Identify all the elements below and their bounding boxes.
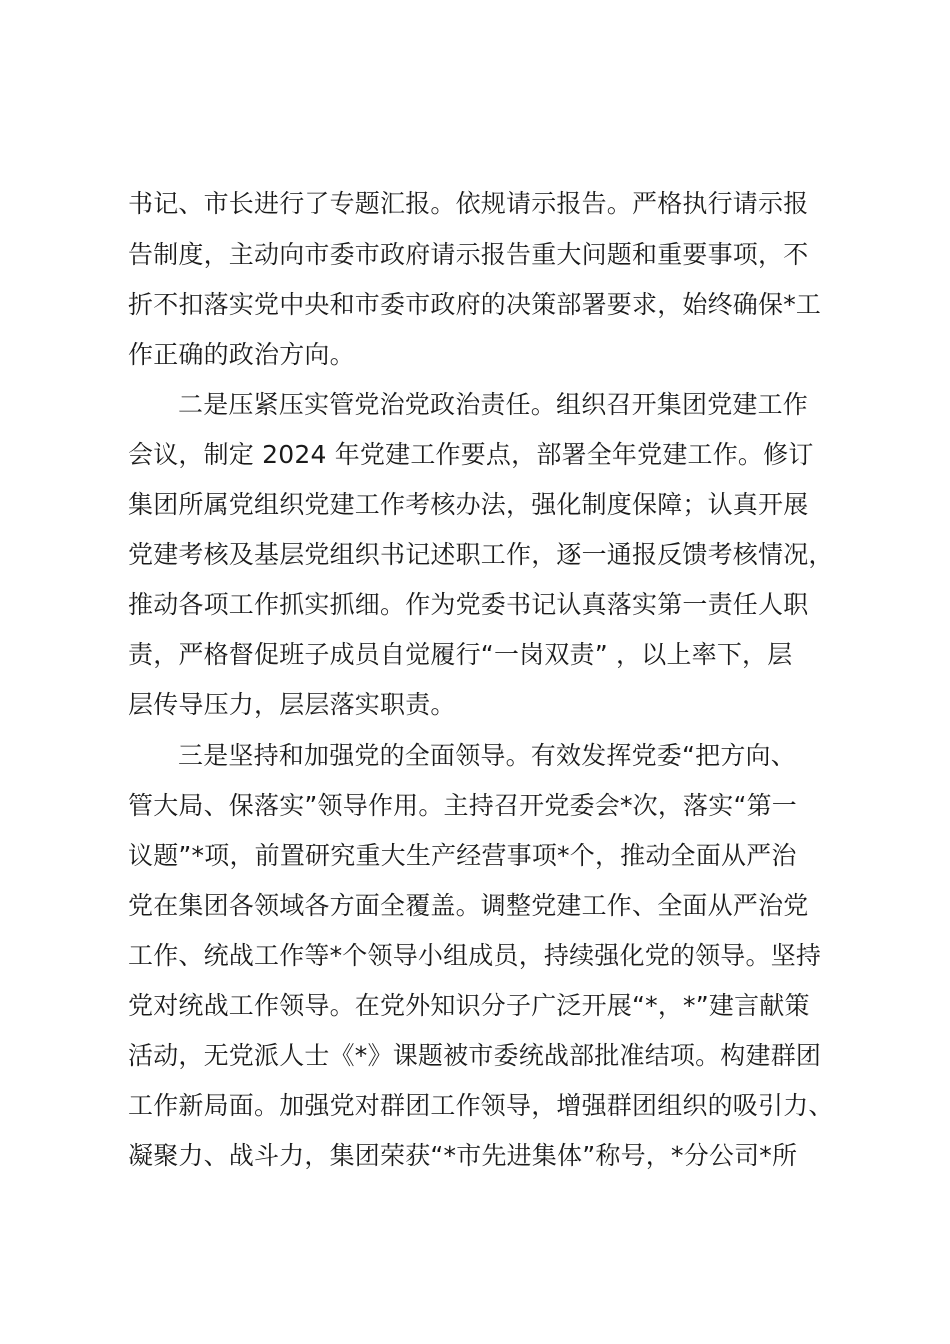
text-line: 层传导压力，层层落实职责。: [128, 690, 456, 719]
text-line: 折不扣落实党中央和市委市政府的决策部署要求，始终确保*工: [128, 290, 822, 319]
text-line: 推动各项工作抓实抓细。作为党委书记认真落实第一责任人职: [128, 590, 809, 619]
text-line: 党在集团各领域各方面全覆盖。调整党建工作、全面从严治党: [128, 891, 809, 920]
text-line: 活动，无党派人士《*》课题被市委统战部批准结项。构建群团: [128, 1041, 822, 1070]
text-line: 党建考核及基层党组织书记述职工作，逐一通报反馈考核情况，: [128, 540, 834, 569]
text-line: 管大局、保落实”领导作用。主持召开党委会*次，落实“第一: [128, 791, 798, 820]
text-line: 责，严格督促班子成员自觉履行“一岗双责” ，以上率下，层: [128, 640, 793, 669]
text-line: 工作、统战工作等*个领导小组成员，持续强化党的领导。坚持: [128, 941, 822, 970]
text-line: 书记、市长进行了专题汇报。依规请示报告。严格执行请示报: [128, 189, 809, 218]
text-line: 集团所属党组织党建工作考核办法，强化制度保障；认真开展: [128, 490, 809, 519]
text-line: 作正确的政治方向。: [128, 340, 355, 369]
text-line: 工作新局面。加强党对群团工作领导，增强群团组织的吸引力、: [128, 1091, 834, 1120]
text-line: 党对统战工作领导。在党外知识分子广泛开展“*，*”建言献策: [128, 991, 810, 1020]
text-line: 会议，制定 2024 年党建工作要点，部署全年党建工作。修订: [128, 440, 814, 469]
text-line: 告制度，主动向市委市政府请示报告重大问题和重要事项，不: [128, 240, 809, 269]
text-line: 议题”*项，前置研究重大生产经营事项*个，推动全面从严治: [128, 841, 797, 870]
text-line: 二是压紧压实管党治党政治责任。组织召开集团党建工作: [178, 390, 809, 419]
text-line: 三是坚持和加强党的全面领导。有效发挥党委“把方向、: [178, 741, 796, 770]
text-line: 凝聚力、战斗力，集团荣获“*市先进集体”称号，*分公司*所: [128, 1141, 798, 1170]
